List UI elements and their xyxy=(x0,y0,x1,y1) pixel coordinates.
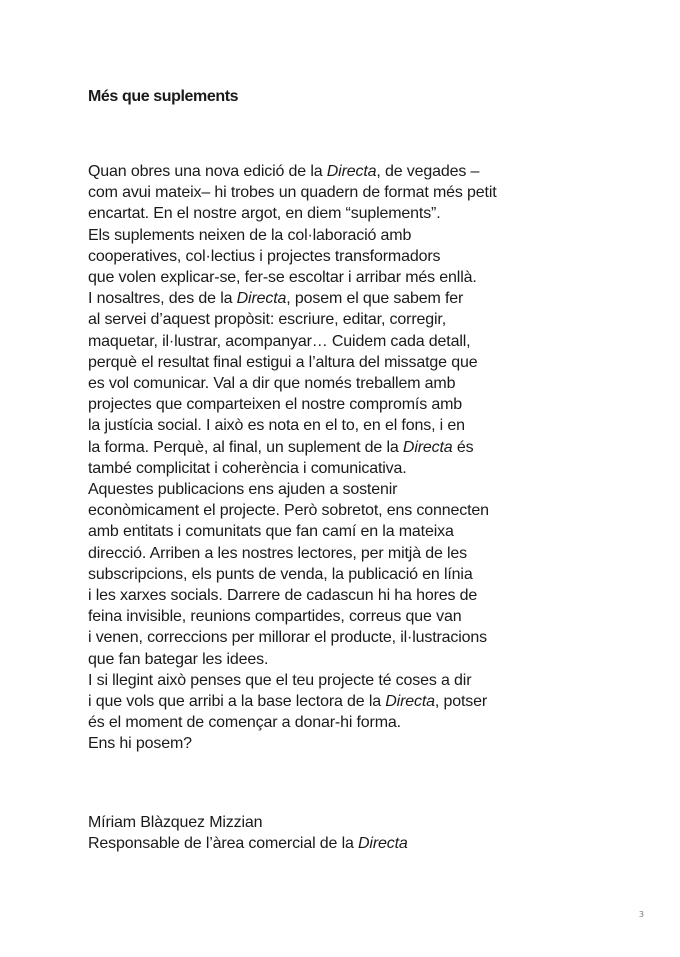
body-line xyxy=(88,203,568,224)
body-line xyxy=(88,331,568,352)
body-line xyxy=(88,733,568,754)
publication-name: Directa xyxy=(236,290,287,308)
body-line-text: i que vols que arribi a la base lectora de la xyxy=(88,693,386,711)
signature xyxy=(88,812,568,854)
body-line-text: la justícia social. I això es nota en el to, en el fons, i en xyxy=(88,417,465,435)
body-line-text: feina invisible, reunions compartides, correus que van xyxy=(88,608,462,626)
body-line xyxy=(88,182,568,203)
page-title: Més que suplements xyxy=(88,88,239,105)
body-line xyxy=(88,627,568,648)
body-line-text: projectes que comparteixen el nostre compromís amb xyxy=(88,396,463,414)
body-line-text: al servei d’aquest propòsit: escriure, editar, corregir, xyxy=(88,311,446,329)
signature-name: Míriam Blàzquez Mizzian xyxy=(88,814,263,831)
body-line-text: direcció. Arriben a les nostres lectores, per mitjà de les xyxy=(88,544,468,562)
body-line xyxy=(88,670,568,691)
body-line xyxy=(88,309,568,330)
body-line xyxy=(88,267,568,288)
body-line-text: i venen, correccions per millorar el producte, il·lustracions xyxy=(88,629,488,647)
signature-role xyxy=(88,833,568,854)
signature-role-publication: Directa xyxy=(358,835,408,853)
body-line xyxy=(88,394,568,415)
body-line-text: com avui mateix– hi trobes un quadern de format més petit xyxy=(88,184,497,202)
body-line xyxy=(88,500,568,521)
body-line-text: econòmicament el projecte. Però sobretot, ens connecten xyxy=(88,502,489,520)
body-line xyxy=(88,373,568,394)
body-line xyxy=(88,712,568,733)
body-line-text: amb entitats i comunitats que fan camí en la mateixa xyxy=(88,523,454,541)
body-line xyxy=(88,585,568,606)
publication-name: Directa xyxy=(385,693,435,711)
body-text xyxy=(88,161,568,755)
body-line xyxy=(88,246,568,267)
body-line xyxy=(88,161,568,182)
body-line-text: que volen explicar-se, fer-se escoltar i arribar més enllà. xyxy=(88,269,477,287)
publication-name: Directa xyxy=(402,438,453,456)
body-line-text: Els suplements neixen de la col·laboració amb xyxy=(88,226,412,244)
body-line-text: la forma. Perquè, al final, un suplement de la xyxy=(88,438,403,456)
publication-name: Directa xyxy=(326,163,377,180)
body-line xyxy=(88,606,568,627)
body-line xyxy=(88,543,568,564)
page-number: 3 xyxy=(638,910,644,919)
body-line-text: i les xarxes socials. Darrere de cadascun hi ha hores de xyxy=(88,587,478,605)
body-line-text: I si llegint això penses que el teu projecte té coses a dir xyxy=(88,671,472,689)
body-line-text: Aquestes publicacions ens ajuden a sostenir xyxy=(88,481,398,499)
body-line-text: cooperatives, col·lectius i projectes transformadors xyxy=(88,247,441,265)
body-line-text: també complicitat i coherència i comunicativa. xyxy=(88,459,407,477)
body-line xyxy=(88,458,568,479)
body-line xyxy=(88,564,568,585)
body-line-text: , potser xyxy=(434,693,488,711)
body-line-text: perquè el resultat final estigui a l’altura del missatge que xyxy=(88,353,478,371)
body-line xyxy=(88,691,568,712)
body-line xyxy=(88,352,568,373)
body-line-text: Quan obres una nova edició de la xyxy=(88,163,327,180)
body-line-text: que fan bategar les idees. xyxy=(88,650,269,668)
body-line-text: maquetar, il·lustrar, acompanyar… Cuidem cada detall, xyxy=(88,332,471,350)
body-line xyxy=(88,288,568,309)
body-line xyxy=(88,649,568,670)
body-line-text: es vol comunicar. Val a dir que només treballem amb xyxy=(88,375,456,393)
signature-role-text: Responsable de l’àrea comercial de la xyxy=(88,835,359,853)
body-line-text: , posem el que sabem fer xyxy=(286,290,464,308)
body-line xyxy=(88,415,568,436)
body-line-text: és xyxy=(452,438,474,456)
body-line-text: , de vegades – xyxy=(376,163,480,180)
body-line-text: I nosaltres, des de la xyxy=(88,290,237,308)
body-line-text: subscripcions, els punts de venda, la publicació en línia xyxy=(88,565,473,583)
body-line-text: és el moment de començar a donar-hi forma. xyxy=(88,714,401,732)
body-line-text: encartat. En el nostre argot, en diem “suplements”. xyxy=(88,205,441,223)
body-line xyxy=(88,437,568,458)
body-line xyxy=(88,521,568,542)
body-line xyxy=(88,479,568,500)
body-line xyxy=(88,225,568,246)
body-line-text: Ens hi posem? xyxy=(88,735,192,753)
